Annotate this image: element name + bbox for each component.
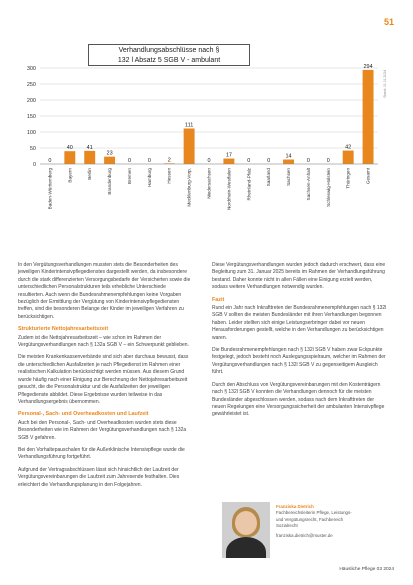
section-heading-fazit: Fazit (212, 296, 225, 303)
left-paragraph-3: Auch bei den Personal-, Sach- und Overheadkosten wurden stets diese Besonderheiten wie im Rahmen der Vergütungsverhandlungen nach § 132a SGB V gefahren. (18, 419, 187, 441)
left-paragraph-5: Aufgrund der Vertragsabschlüssen lässt sich hinsichtlich der Laufzeit der Vergütungsvereinbarungen die Laufzeit zum Jahresende festhalten. Dies erleichtert die Verhandlungsplanung in den Folgejahren. (18, 466, 180, 488)
author-name: Franziska Dietrich (276, 504, 314, 509)
y-tick-label: 150 (26, 114, 36, 120)
y-tick-label: 200 (26, 98, 36, 104)
chart-svg (18, 46, 396, 268)
chart-title (88, 44, 250, 66)
source-note: Stand: 01.01.2024 (383, 70, 387, 98)
bar (363, 70, 374, 164)
y-tick-label: 0 (32, 162, 36, 168)
page-number: 51 (383, 17, 394, 27)
left-intro-paragraph: In den Vergütungsverhandlungen mussten stets die Besonderheiten des jeweiligen Kinderintensivpflegedienstes dargestellt werden, da insbesondere durch die stark differenzierten Versorgungsbedarfe der Versicherten sowie die unterschiedlichen Personalstrukturen teils erhebliche Unterschiede resultierten. Auch wenn die Bundesrahmenempfehlungen keine Vorgaben bezüglich der Ermittlung der Vergütung von Kinderintensivpflegediensten treffen, sind die besonderen Belange der Kinder im jeweiligen Verfahren zu berücksichtigen. (18, 262, 191, 320)
category-label: Saarland (266, 168, 272, 187)
author-photo (222, 502, 270, 558)
data-label: 0 (306, 158, 310, 164)
category-label: Nordrhein-Westfalen (226, 168, 232, 211)
section-heading-nettojahresarbeitszeit: Strukturierte Nettojahresarbeitszeit (18, 326, 109, 333)
author-info (276, 504, 392, 539)
category-label: Mecklenburg-Vorp. (186, 168, 192, 207)
data-label: 0 (48, 158, 52, 164)
data-label: 0 (326, 158, 330, 164)
author-role-line-1: Fachbereichsleiterin Pflege, Leistungs- (276, 510, 352, 516)
author-box (222, 502, 392, 558)
category-label: Rheinland-Pfalz (246, 168, 252, 201)
data-label: 2 (167, 157, 171, 164)
bar (104, 157, 115, 164)
category-label: Sachsen (286, 168, 292, 186)
data-label: 111 (184, 122, 194, 129)
data-label: 0 (127, 158, 132, 164)
y-tick-label: 50 (29, 146, 36, 152)
left-paragraph-1: Zudem ist die Nettojahresarbeitszeit – wie schon im Rahmen der Vergütungsverhandlungen nach § 132a SGB V – ein Schwerpunkt geblieben. (18, 334, 189, 349)
section-heading-kosten: Personal-, Sach- und Overheadkosten und Laufzeit (18, 411, 149, 418)
right-intro-paragraph: Diese Vergütungsverhandlungen wurden jedoch dadurch erschwert, dass eine Begleitung zum 31. Januar 2025 bereits im Rahmen der Verhandlungsführung bestand. Daher konnte nicht in allen Fällen eine Einigung erzielt werden, sodass weitere Verhandlungen notwendig wurden. (212, 262, 386, 291)
category-label: Sachsen-Anhalt (305, 168, 311, 201)
left-paragraph-2: Die meisten Krankenkassenverbände sind sich aber durchaus bewusst, dass die unterschiedlichen Ausfallzeiten je nach Pflegedienst im Rahmen einer realistischen Kalkulation berücksichtigt werden müssen. Aus diesem Grund wurde häufig nach einer Einigung zur Berechnung der Nettojahresarbeitszeit gesucht, die die Personalstruktur und die Ausfallzeiten der jeweiligen Pflegedienste abbildet. Diese Ergebnisse wurden teilweise in das Verhandlungsergebnis übernommen. (18, 354, 189, 405)
right-paragraph-3: Durch den Abschluss von Vergütungsvereinbarungen mit den Kostenträgern nach § 132l SGB V konnten die Verhandlungen dennoch für die meisten Bundesländer abgeschlossen werden, sodass nach dem Inkrafttreten der neuen Regelungen eine Versorgungssicherheit der ambulanten Intensivpflege gewährleistet ist. (212, 381, 385, 418)
data-label: 0 (247, 158, 251, 164)
y-tick-label: 300 (26, 66, 36, 72)
bar (343, 151, 354, 164)
category-label: Schleswig-Holstein (325, 168, 331, 207)
data-label: 17 (225, 152, 232, 159)
bar-chart (18, 46, 396, 268)
right-column (212, 262, 387, 424)
category-label: Thüringen (345, 168, 351, 189)
category-label: Gesamt (365, 168, 371, 185)
author-role-line-3: Sozialrecht (276, 523, 298, 529)
bar (84, 151, 95, 164)
category-label: Bayern (67, 168, 73, 183)
bar (283, 160, 294, 164)
category-label: Niedersachsen (206, 168, 212, 199)
data-label: 14 (285, 153, 292, 160)
y-tick-label: 100 (26, 130, 36, 136)
category-label: Bremen (126, 168, 132, 185)
left-column (18, 262, 193, 494)
chart-title-line-1: Verhandlungsabschlüsse nach § (118, 47, 220, 54)
category-label: Hessen (166, 168, 172, 184)
category-label: Hamburg (146, 168, 152, 187)
data-label: 41 (86, 144, 93, 151)
bar (64, 151, 75, 164)
category-label: Berlin (87, 168, 93, 180)
y-tick-label: 250 (26, 82, 36, 88)
data-label: 0 (147, 158, 151, 164)
category-label: Baden-Württemberg (47, 168, 53, 210)
page-footer: Häusliche Pflege 03 2024 (339, 567, 394, 572)
data-label: 0 (267, 158, 271, 164)
right-paragraph-1: Rund ein Jahr nach Inkrafttreten der Bundesrahmenempfehlungen nach § 132l SGB V sollten die meisten Bundesländer mit ihren Verhandlungen begonnen haben. Leider stellten sich einige Leistungserbringer dabei vor neuen Herausforderungen gestellt, welche in den Verhandlungen zu berücksichtigen waren. (212, 305, 387, 341)
left-paragraph-4: Bei den Vorhaltepauschalen für die Außerklinische Intensivpflege wurde die Verhandlungsführung fortgeführt. (18, 446, 185, 461)
data-label: 294 (363, 63, 373, 70)
data-label: 40 (66, 145, 73, 152)
data-label: 42 (345, 144, 352, 151)
category-label: Brandenburg (107, 168, 113, 195)
data-label: 23 (106, 150, 113, 157)
bar (184, 128, 195, 164)
bar (223, 159, 234, 164)
author-role-line-2: und Vergütungsrecht, Fachbereich (276, 516, 344, 522)
chart-title-line-2: 132 l Absatz 5 SGB V - ambulant (117, 57, 221, 64)
author-email[interactable]: franziska.dietrich@muster.de (276, 532, 333, 538)
data-label: 0 (207, 158, 211, 164)
right-paragraph-2: Die Bundesrahmenempfehlungen nach § 132l SGB V haben zwar Eckpunkte festgelegt, jedoch besteht noch Auslegungsspielraum, welcher im Rahmen der Vergütungsverhandlungen nach § 132l SGB V zu gegenseitigem Ausgleich führt. (212, 347, 386, 376)
